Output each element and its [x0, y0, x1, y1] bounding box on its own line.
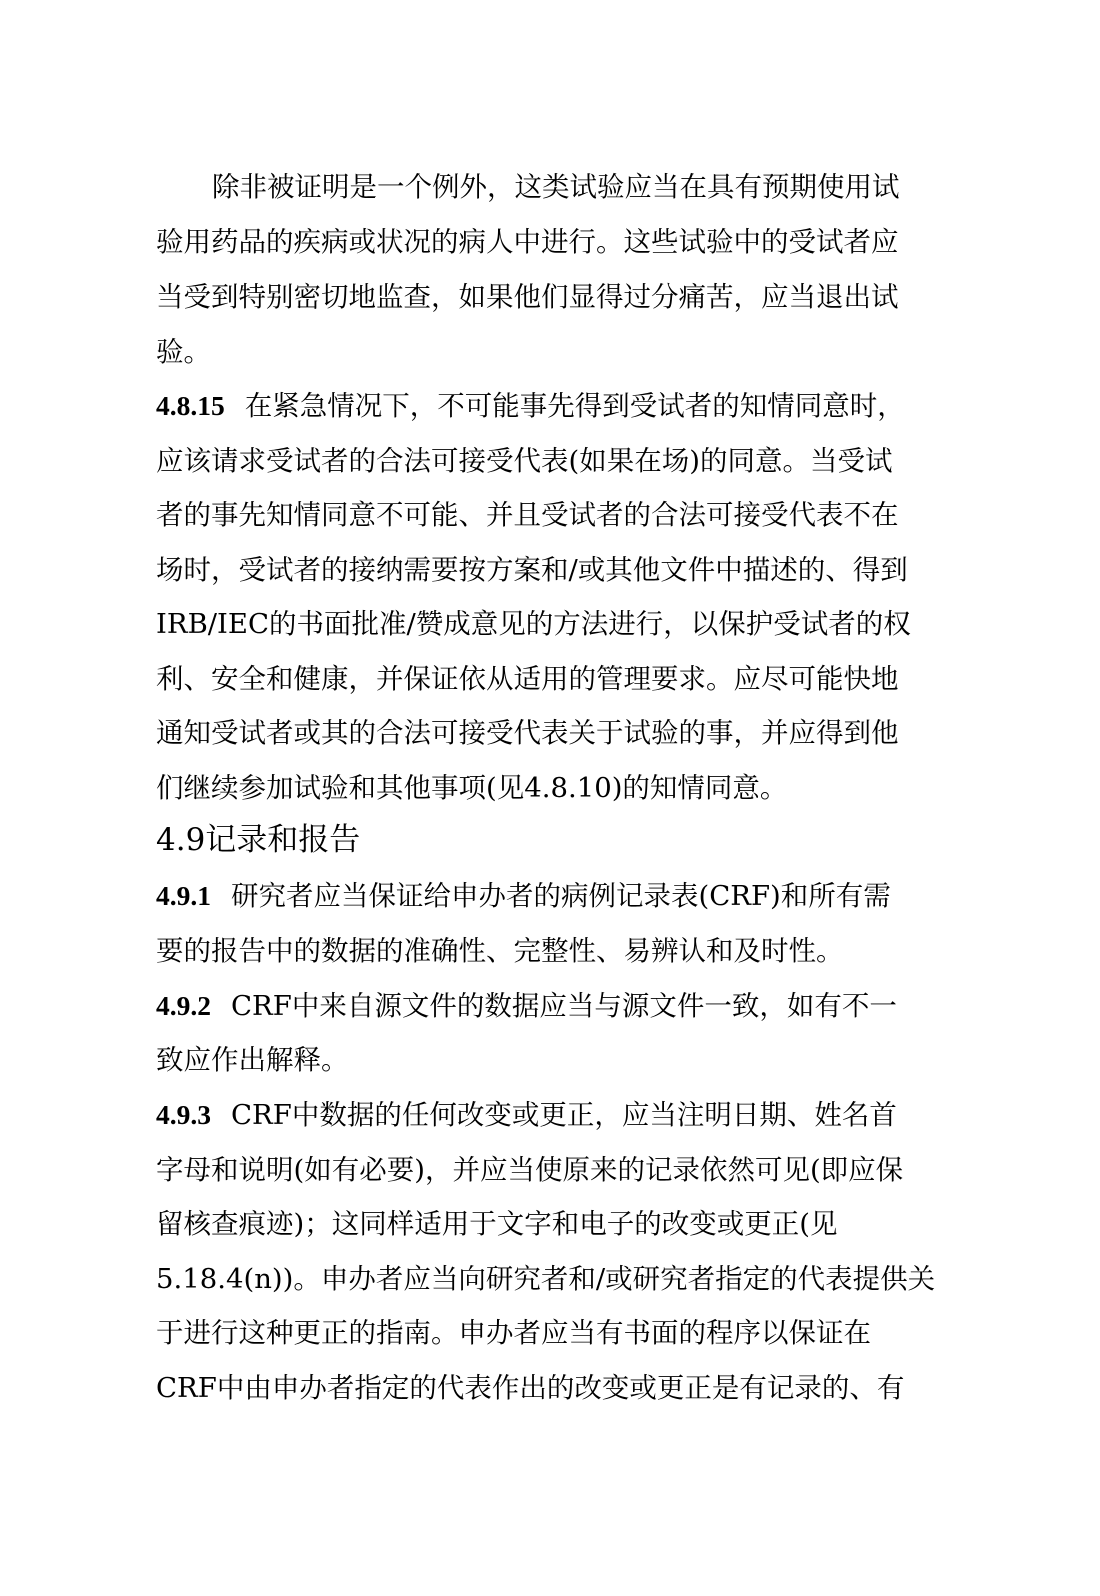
paragraph-line: IRB/IEC的书面批准/赞成意见的方法进行，以保护受试者的权 — [156, 608, 911, 640]
paragraph-line: 验。 — [156, 336, 211, 368]
section-4-8-15-first-line — [156, 386, 946, 426]
paragraph-line: 在紧急情况下，不可能事先得到受试者的知情同意时， — [244, 390, 905, 422]
paragraph-line: 字母和说明(如有必要)，并应当使原来的记录依然可见(即应保 — [156, 1154, 904, 1186]
paragraph-line: 场时，受试者的接纳需要按方案和/或其他文件中描述的、得到 — [156, 554, 908, 586]
section-number: 4.8.15 — [156, 390, 225, 421]
paragraph-line: CRF中来自源文件的数据应当与源文件一致，如有不一 — [231, 990, 897, 1022]
paragraph-line: 们继续参加试验和其他事项(见4.8.10)的知情同意。 — [156, 772, 788, 804]
section-heading: 4.9记录和报告 — [156, 822, 361, 858]
paragraph-line: 通知受试者或其的合法可接受代表关于试验的事，并应得到他 — [156, 717, 899, 749]
paragraph-line: 要的报告中的数据的准确性、完整性、易辨认和及时性。 — [156, 935, 844, 967]
paragraph-line: 除非被证明是一个例外，这类试验应当在具有预期使用试 — [212, 171, 900, 203]
section-number: 4.9.2 — [156, 990, 211, 1021]
paragraph-line: CRF中数据的任何改变或更正，应当注明日期、姓名首 — [231, 1099, 897, 1131]
paragraph-line: CRF中由申办者指定的代表作出的改变或更正是有记录的、有 — [156, 1372, 905, 1404]
paragraph-line: 5.18.4(n))。申办者应当向研究者和/或研究者指定的代表提供关 — [156, 1263, 936, 1295]
section-4-9-1-first-line — [156, 876, 946, 916]
paragraph-line: 验用药品的疾病或状况的病人中进行。这些试验中的受试者应 — [156, 226, 899, 258]
section-number: 4.9.3 — [156, 1099, 211, 1130]
paragraph-line: 致应作出解释。 — [156, 1044, 349, 1076]
paragraph-line: 留核查痕迹)；这同样适用于文字和电子的改变或更正(见 — [156, 1208, 838, 1240]
paragraph-line: 于进行这种更正的指南。申办者应当有书面的程序以保证在 — [156, 1317, 871, 1349]
paragraph-line: 利、安全和健康，并保证依从适用的管理要求。应尽可能快地 — [156, 663, 899, 695]
section-4-9-3-first-line — [156, 1095, 946, 1135]
section-4-9-2-first-line — [156, 986, 946, 1026]
paragraph-line: 研究者应当保证给申办者的病例记录表(CRF)和所有需 — [231, 880, 891, 912]
paragraph-line: 应该请求受试者的合法可接受代表(如果在场)的同意。当受试 — [156, 445, 893, 477]
paragraph-line: 者的事先知情同意不可能、并且受试者的合法可接受代表不在 — [156, 499, 899, 531]
paragraph-line: 当受到特别密切地监查，如果他们显得过分痛苦，应当退出试 — [156, 281, 899, 313]
section-number: 4.9.1 — [156, 880, 211, 911]
